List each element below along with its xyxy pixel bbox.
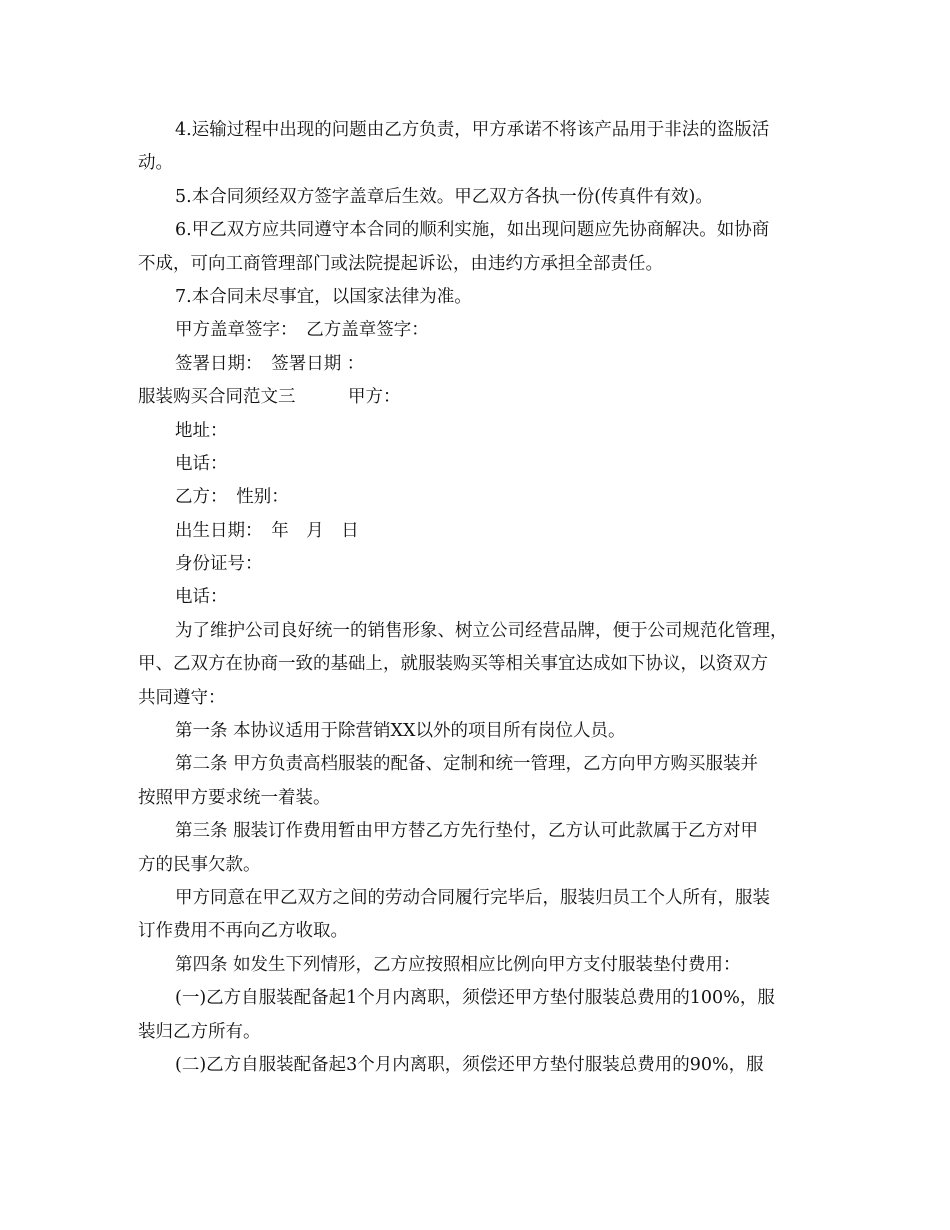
article-4-item-1-line-2: 装归乙方所有。: [138, 1021, 261, 1042]
address-field: 地址：: [175, 420, 228, 441]
article-4: 第四条 如发生下列情形，乙方应按照相应比例向甲方支付服装垫付费用：: [175, 954, 741, 975]
preamble-line-3: 共同遵守：: [138, 687, 226, 708]
clause-4-line-1: 4.运输过程中出现的问题由乙方负责，甲方承诺不将该产品用于非法的盗版活: [175, 120, 770, 140]
article-3-para-2-line-1: 甲方同意在甲乙双方之间的劳动合同履行完毕后，服装归员工个人所有，服装: [175, 887, 770, 908]
article-3-line-2: 方的民事欠款。: [138, 854, 261, 875]
preamble-line-2: 甲、乙双方在协商一致的基础上，就服装购买等相关事宜达成如下协议，以资双方: [138, 654, 768, 675]
article-2-line-2: 按照甲方要求统一着装。: [138, 787, 331, 808]
phone-field-b: 电话：: [175, 587, 228, 608]
clause-7: 7.本合同未尽事宜，以国家法律为准。: [175, 286, 472, 307]
article-4-item-1-line-1: (一)乙方自服装配备起1个月内离职，须偿还甲方垫付服装总费用的100%，服: [175, 988, 775, 1009]
article-2-line-1: 第二条 甲方负责高档服装的配备、定制和统一管理，乙方向甲方购买服装并: [175, 754, 759, 775]
document-body: [138, 114, 828, 1082]
clause-5: 5.本合同须经双方签字盖章后生效。甲乙双方各执一份(传真件有效)。: [175, 186, 713, 207]
clause-6-line-1: 6.甲乙双方应共同遵守本合同的顺利实施，如出现问题应先协商解决。如协商: [175, 220, 770, 241]
article-1: 第一条 本协议适用于除营销XX以外的项目所有岗位人员。: [175, 721, 626, 742]
article-3-para-2-line-2: 订作费用不再向乙方收取。: [138, 921, 348, 942]
id-number-field: 身份证号：: [175, 554, 263, 575]
clause-6-line-2: 不成，可向工商管理部门或法院提起诉讼，由违约方承担全部责任。: [138, 253, 663, 274]
preamble-line-1: 为了维护公司良好统一的销售形象、树立公司经营品牌，便于公司规范化管理，: [175, 620, 788, 641]
article-3-line-1: 第三条 服装订作费用暂由甲方替乙方先行垫付，乙方认可此款属于乙方对甲: [175, 821, 759, 842]
signature-line: 甲方盖章签字： 乙方盖章签字：: [175, 320, 429, 341]
clause-4-line-2: 动。: [138, 153, 173, 174]
birth-date-field: 出生日期： 年 月 日: [175, 520, 359, 541]
article-4-item-2-line-1: (二)乙方自服装配备起3个月内离职，须偿还甲方垫付服装总费用的90%，服: [175, 1054, 764, 1075]
sign-date-line: 签署日期： 签署日期 ：: [175, 353, 365, 374]
section-title: 服装购买合同范文三 甲方：: [138, 387, 401, 408]
phone-field-a: 电话：: [175, 453, 228, 474]
party-b-gender-field: 乙方： 性别：: [175, 487, 289, 508]
